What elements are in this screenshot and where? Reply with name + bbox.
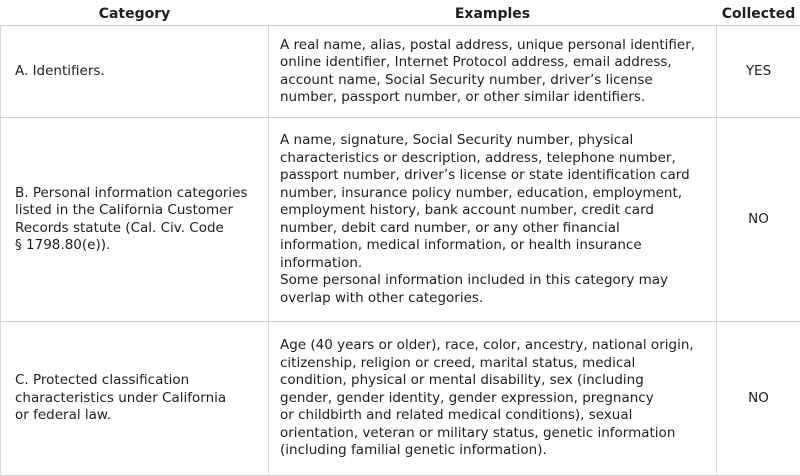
category-cell (1, 26, 269, 118)
example-line: number, insurance policy number, education, employment, (280, 185, 712, 203)
example-line: Some personal information included in this category may (280, 272, 712, 290)
category-cell (1, 322, 269, 476)
category-line: C. Protected classification (15, 372, 262, 390)
example-line: condition, physical or mental disability, sex (including (280, 372, 712, 390)
example-line: number, passport number, or other similar identifiers. (280, 89, 712, 107)
example-line: account name, Social Security number, driver’s license (280, 72, 712, 90)
examples-cell (269, 26, 717, 118)
example-line: characteristics or description, address, telephone number, (280, 150, 712, 168)
example-line: overlap with other categories. (280, 290, 712, 308)
example-line: citizenship, religion or creed, marital status, medical (280, 355, 712, 373)
example-line: gender, gender identity, gender expression, pregnancy (280, 390, 712, 408)
example-line: (including familial genetic information). (280, 442, 712, 460)
category-line: Records statute (Cal. Civ. Code (15, 220, 262, 238)
category-line: listed in the California Customer (15, 202, 262, 220)
example-line: passport number, driver’s license or state identification card (280, 167, 712, 185)
example-line: online identifier, Internet Protocol address, email address, (280, 54, 712, 72)
collected-cell: NO (717, 322, 800, 476)
category-line: or federal law. (15, 407, 262, 425)
table-row (1, 322, 800, 476)
collected-cell: NO (717, 118, 800, 322)
example-line: orientation, veteran or military status, genetic information (280, 425, 712, 443)
examples-cell (269, 118, 717, 322)
example-line: Age (40 years or older), race, color, ancestry, national origin, (280, 337, 712, 355)
category-line: B. Personal information categories (15, 185, 262, 203)
example-line: or childbirth and related medical conditions), sexual (280, 407, 712, 425)
example-line: A name, signature, Social Security number, physical (280, 132, 712, 150)
category-cell (1, 118, 269, 322)
category-line: characteristics under California (15, 390, 262, 408)
collected-cell: YES (717, 26, 800, 118)
category-line: § 1798.80(e)). (15, 237, 262, 255)
table-row (1, 118, 800, 322)
example-line: employment history, bank account number, credit card (280, 202, 712, 220)
examples-cell (269, 322, 717, 476)
header-collected: Collected (717, 0, 800, 26)
table-row (1, 26, 800, 118)
category-line: A. Identifiers. (15, 63, 262, 81)
example-line: A real name, alias, postal address, unique personal identifier, (280, 37, 712, 55)
example-line: information, medical information, or health insurance (280, 237, 712, 255)
header-examples: Examples (269, 0, 717, 26)
example-line: number, debit card number, or any other financial (280, 220, 712, 238)
example-line: information. (280, 255, 712, 273)
header-row (1, 0, 800, 26)
header-category: Category (1, 0, 269, 26)
